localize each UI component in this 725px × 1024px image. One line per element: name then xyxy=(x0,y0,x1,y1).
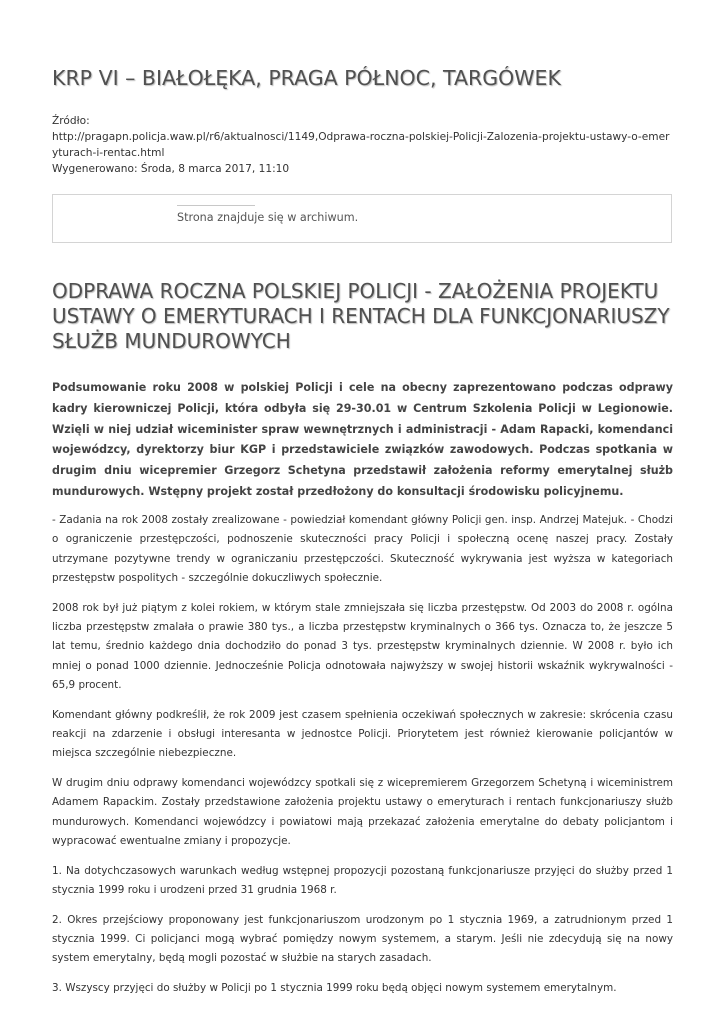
article-paragraph: 2008 rok był już piątym z kolei rokiem, w którym stale zmniejszała się liczba przestępstw. Od 2003 do 2008 r. ogólna liczba przestępstw zmalała o prawie 380 tys., a liczba przestępstw kryminalnych o 366 tys. Oznacza to, że jeszcze 5 lat temu, średnio każdego dnia dochodziło do ponad 3 tys. przestępstw kryminalnych dziennie. W 2008 r. było ich mniej o ponad 1000 dziennie. Jednocześnie Policja odnotowała najwyższy w swojej historii wskaźnik wykrywalności - 65,9 procent. xyxy=(52,601,673,691)
source-label: Źródło: xyxy=(52,115,90,127)
generated-timestamp: Wygenerowano: Środa, 8 marca 2017, 11:10 xyxy=(52,163,290,175)
source-metadata xyxy=(52,113,674,177)
site-title: KRP VI – BIAŁOŁĘKA, PRAGA PÓŁNOC, TARGÓWEK xyxy=(52,66,561,90)
article-paragraph: - Zadania na rok 2008 zostały zrealizowane - powiedział komendant główny Policji gen. insp. Andrzej Matejuk. - Chodzi o ograniczenie przestępczości, podnoszenie skuteczności pracy Policji i społeczną ocenę naszej pracy. Zostały utrzymane pozytywne trendy w ograniczaniu przestępczości. Skuteczność wykrywania jest wyższa w kategoriach przestępstw pospolitych - szczególnie dokuczliwych społecznie. xyxy=(52,514,673,584)
article-paragraph: W drugim dniu odprawy komendanci wojewódzcy spotkali się z wicepremierem Grzegorzem Schetyną i wiceministrem Adamem Rapackim. Zostały przedstawione założenia projektu ustawy o emeryturach i rentach funkcjonariuszy służb mundurowych. Komendanci wojewódzcy i powiatowi mają przekazać założenia emerytalne do debaty policjantom i wypracować ewentualne zmiany i propozycje. xyxy=(52,777,673,847)
source-url[interactable]: http://pragapn.policja.waw.pl/r6/aktualnosci/1149,Odprawa-roczna-polskiej-Policji-Zalozenia-projektu-ustawy-o-emeryturach-i-rentac.html xyxy=(52,131,670,159)
article-title: ODPRAWA ROCZNA POLSKIEJ POLICJI - ZAŁOŻENIA PROJEKTU USTAWY O EMERYTURACH I RENTACH DLA FUNKCJONARIUSZY SŁUŻB MUNDUROWYCH xyxy=(52,279,670,353)
archive-notice-text: Strona znajduje się w archiwum. xyxy=(177,211,359,224)
article-lead: Podsumowanie roku 2008 w polskiej Policji i cele na obecny zaprezentowano podczas odprawy kadry kierowniczej Policji, która odbyła się 29-30.01 w Centrum Szkolenia Policji w Legionowie. Wzięli w niej udział wiceminister spraw wewnętrznych i administracji - Adam Rapacki, komendanci wojewódzcy, dyrektorzy biur KGP i przedstawiciele związków zawodowych. Podczas spotkania w drugim dniu wicepremier Grzegorz Schetyna przedstawił założenia reformy emerytalnej służb mundurowych. Wstępny projekt został przedłożony do konsultacji środowisku policyjnemu. xyxy=(52,381,673,498)
article-paragraph: 2. Okres przejściowy proponowany jest funkcjonariuszom urodzonym po 1 stycznia 1969, a zatrudnionym przed 1 stycznia 1999. Ci policjanci mogą wybrać pomiędzy nowym systemem, a starym. Jeśli nie zdecydują się na nowy system emerytalny, będą mogli pozostać w służbie na starych zasadach. xyxy=(52,913,673,965)
article-paragraph: 1. Na dotychczasowych warunkach według wstępnej propozycji pozostaną funkcjonariusze przyjęci do służby przed 1 stycznia 1999 roku i urodzeni przed 31 grudnia 1968 r. xyxy=(52,864,673,897)
article-body xyxy=(52,511,673,1009)
archive-divider xyxy=(177,205,255,206)
archive-notice-box xyxy=(52,194,672,243)
article-paragraph: 3. Wszyscy przyjęci do służby w Policji po 1 stycznia 1999 roku będą objęci nowym systemem emerytalnym. xyxy=(52,982,617,995)
article-paragraph: Komendant główny podkreślił, że rok 2009 jest czasem spełnienia oczekiwań społecznych w zakresie: skrócenia czasu reakcji na zdarzenie i obsługi interesanta w jednostce Policji. Priorytetem jest również kierowanie policjantów w miejsca szczególnie niebezpieczne. xyxy=(52,708,673,760)
